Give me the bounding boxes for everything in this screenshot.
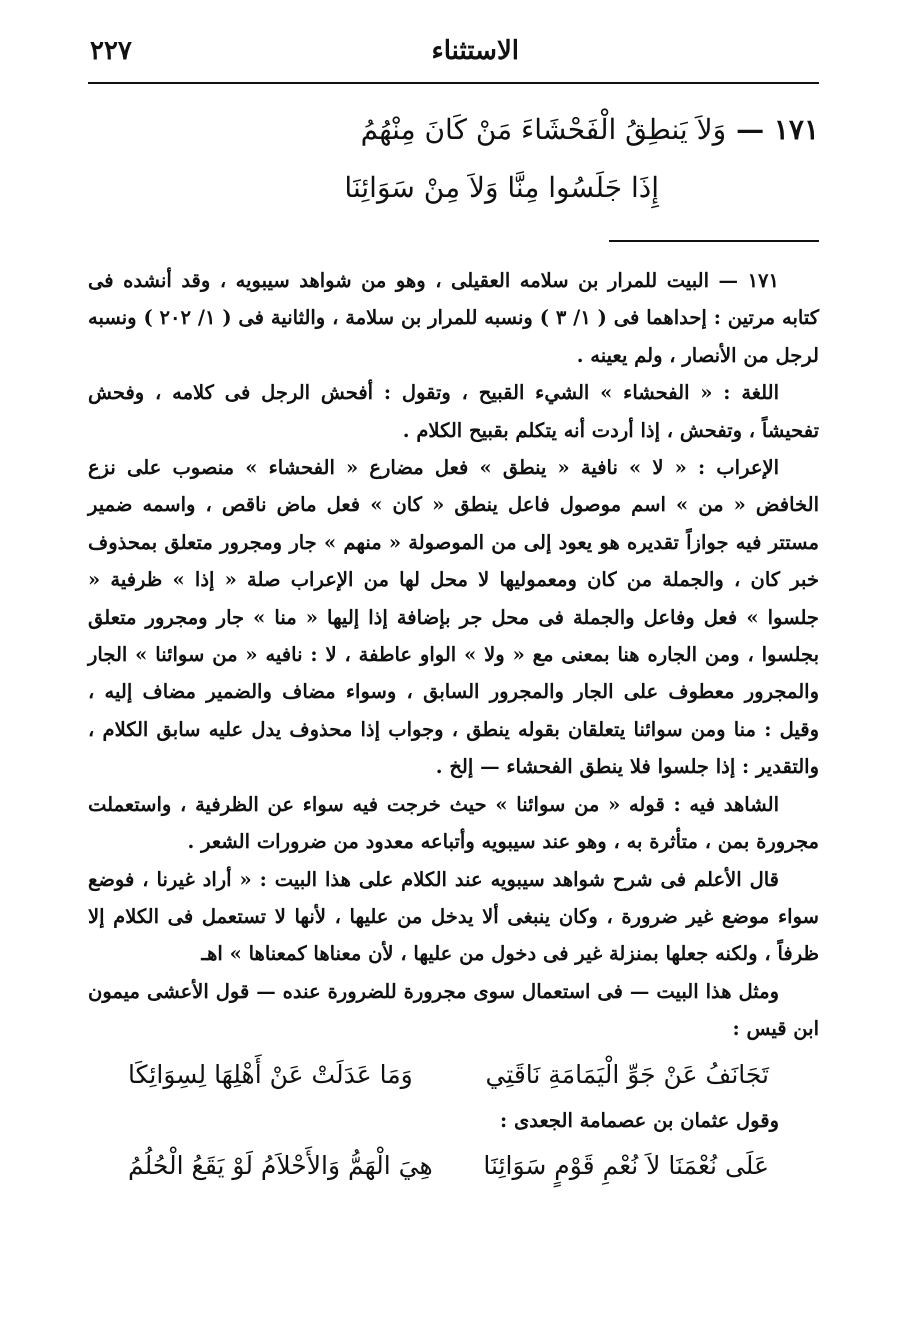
couplet-uthman bbox=[88, 1139, 819, 1193]
paragraph-source: ١٧١ — البيت للمرار بن سلامه العقيلى ، وهو من شواهد سيبويه ، وقد أنشده فى كتابه مرتين : إحداهما فى ( ١/ ٣ ) ونسبه للمرار بن سلامة ، والثانية فى ( ١/ ٢٠٢ ) ونسبه لرجل من الأنصار ، ولم يعينه . bbox=[88, 269, 819, 367]
verse-line-2: إِذَا جَلَسُوا مِنَّا وَلاَ مِنْ سَوَائِنَا bbox=[344, 171, 659, 204]
page-header bbox=[90, 30, 819, 80]
hemistich-2: هِيَ الْهَمُّ وَالأَحْلاَمُ لَوْ يَقَعُ الْحُلُمُ bbox=[128, 1150, 433, 1180]
page-title: الاستثناء bbox=[431, 36, 519, 66]
paragraph-evidence: الشاهد فيه : قوله « من سوائنا » حيث خرجت فيه سواء عن الظرفية ، واستعملت مجرورة بمن ، متأثرة به ، وهو عند سيبويه وأتباعه معدود من ضرورات الشعر . bbox=[88, 792, 819, 854]
verse-hemistich-1: وَلاَ يَنطِقُ الْفَحْشَاءَ مَنْ كَانَ مِنْهُمُ bbox=[360, 113, 727, 146]
hemistich-1: عَلَى نُعْمَنَا لاَ نُعْمِ قَوْمٍ سَوَائِنَا bbox=[483, 1150, 769, 1180]
hemistich-2: وَمَا عَدَلَتْ عَنْ أَهْلِهَا لِسِوَائِكَا bbox=[128, 1059, 413, 1089]
verse-line-1 bbox=[88, 108, 819, 152]
paragraph-alalam: قال الأعلم فى شرح شواهد سيبويه عند الكلام على هذا البيت : « أراد غيرنا ، فوضع سواء موضع غير ضرورة ، وكان ينبغى ألا يدخل من عليها ، لأنها لا تستعمل فى الكلام إلا ظرفاً ، ولكنه جعلها بمنزلة غير فى دخول من عليها ، لأن معناها كمعناها » اهـ bbox=[88, 867, 819, 966]
paragraph-similar: ومثل هذا البيت — فى استعمال سوى مجرورة للضرورة عنده — قول الأعشى ميمون ابن قيس : bbox=[88, 979, 819, 1041]
paragraph-uthman: وقول عثمان بن عصمامة الجعدى : bbox=[500, 1108, 779, 1132]
page-number: ٢٢٧ bbox=[90, 36, 132, 66]
commentary bbox=[88, 262, 819, 1193]
header-rule bbox=[88, 82, 819, 84]
verse-number: ١٧١ — bbox=[736, 113, 819, 146]
poem-verse bbox=[88, 108, 819, 210]
footnote-rule bbox=[609, 240, 819, 242]
paragraph-language: اللغة : « الفحشاء » الشيء القبيح ، وتقول : أفحش الرجل فى كلامه ، وفحش تفحيشاً ، وتفحش ، إذا أردت أنه يتكلم بقبيح الكلام . bbox=[88, 381, 819, 442]
paragraph-parsing: الإعراب : « لا » نافية « ينطق » فعل مضارع « الفحشاء » منصوب على نزع الخافض « من » اسم موصول فاعل ينطق « كان » فعل ماض ناقص ، واسمه ضمير مستتر فيه جوازاً تقديره هو يعود إلى من الموصولة « منهم » جار ومجرور متعلق بمحذوف خبر كان ، والجملة من كان ومعموليها لا محل لها من الإعراب صلة « إذا » ظرفية « جلسوا » فعل وفاعل والجملة فى محل جر بإضافة إذا إليها « منا » جار ومجرور متعلق بجلسوا ، ومن الجاره هنا بمعنى مع « ولا » الواو عاطفة ، لا : نافيه « من سوائنا » الجار والمجرور معطوف على الجار والمجرور السابق ، وسواء مضاف والضمير مضاف إليه ، وقيل : منا ومن سوائنا يتعلقان بقوله ينطق ، وجواب إذا محذوف يدل عليه سابق الكلام ، والتقدير : إذا جلسوا فلا ينطق الفحشاء — إلخ . bbox=[88, 456, 819, 779]
couplet-alasha bbox=[88, 1048, 819, 1102]
hemistich-1: تَجَانَفُ عَنْ جَوِّ الْيَمَامَةِ نَاقَتِي bbox=[485, 1059, 769, 1089]
